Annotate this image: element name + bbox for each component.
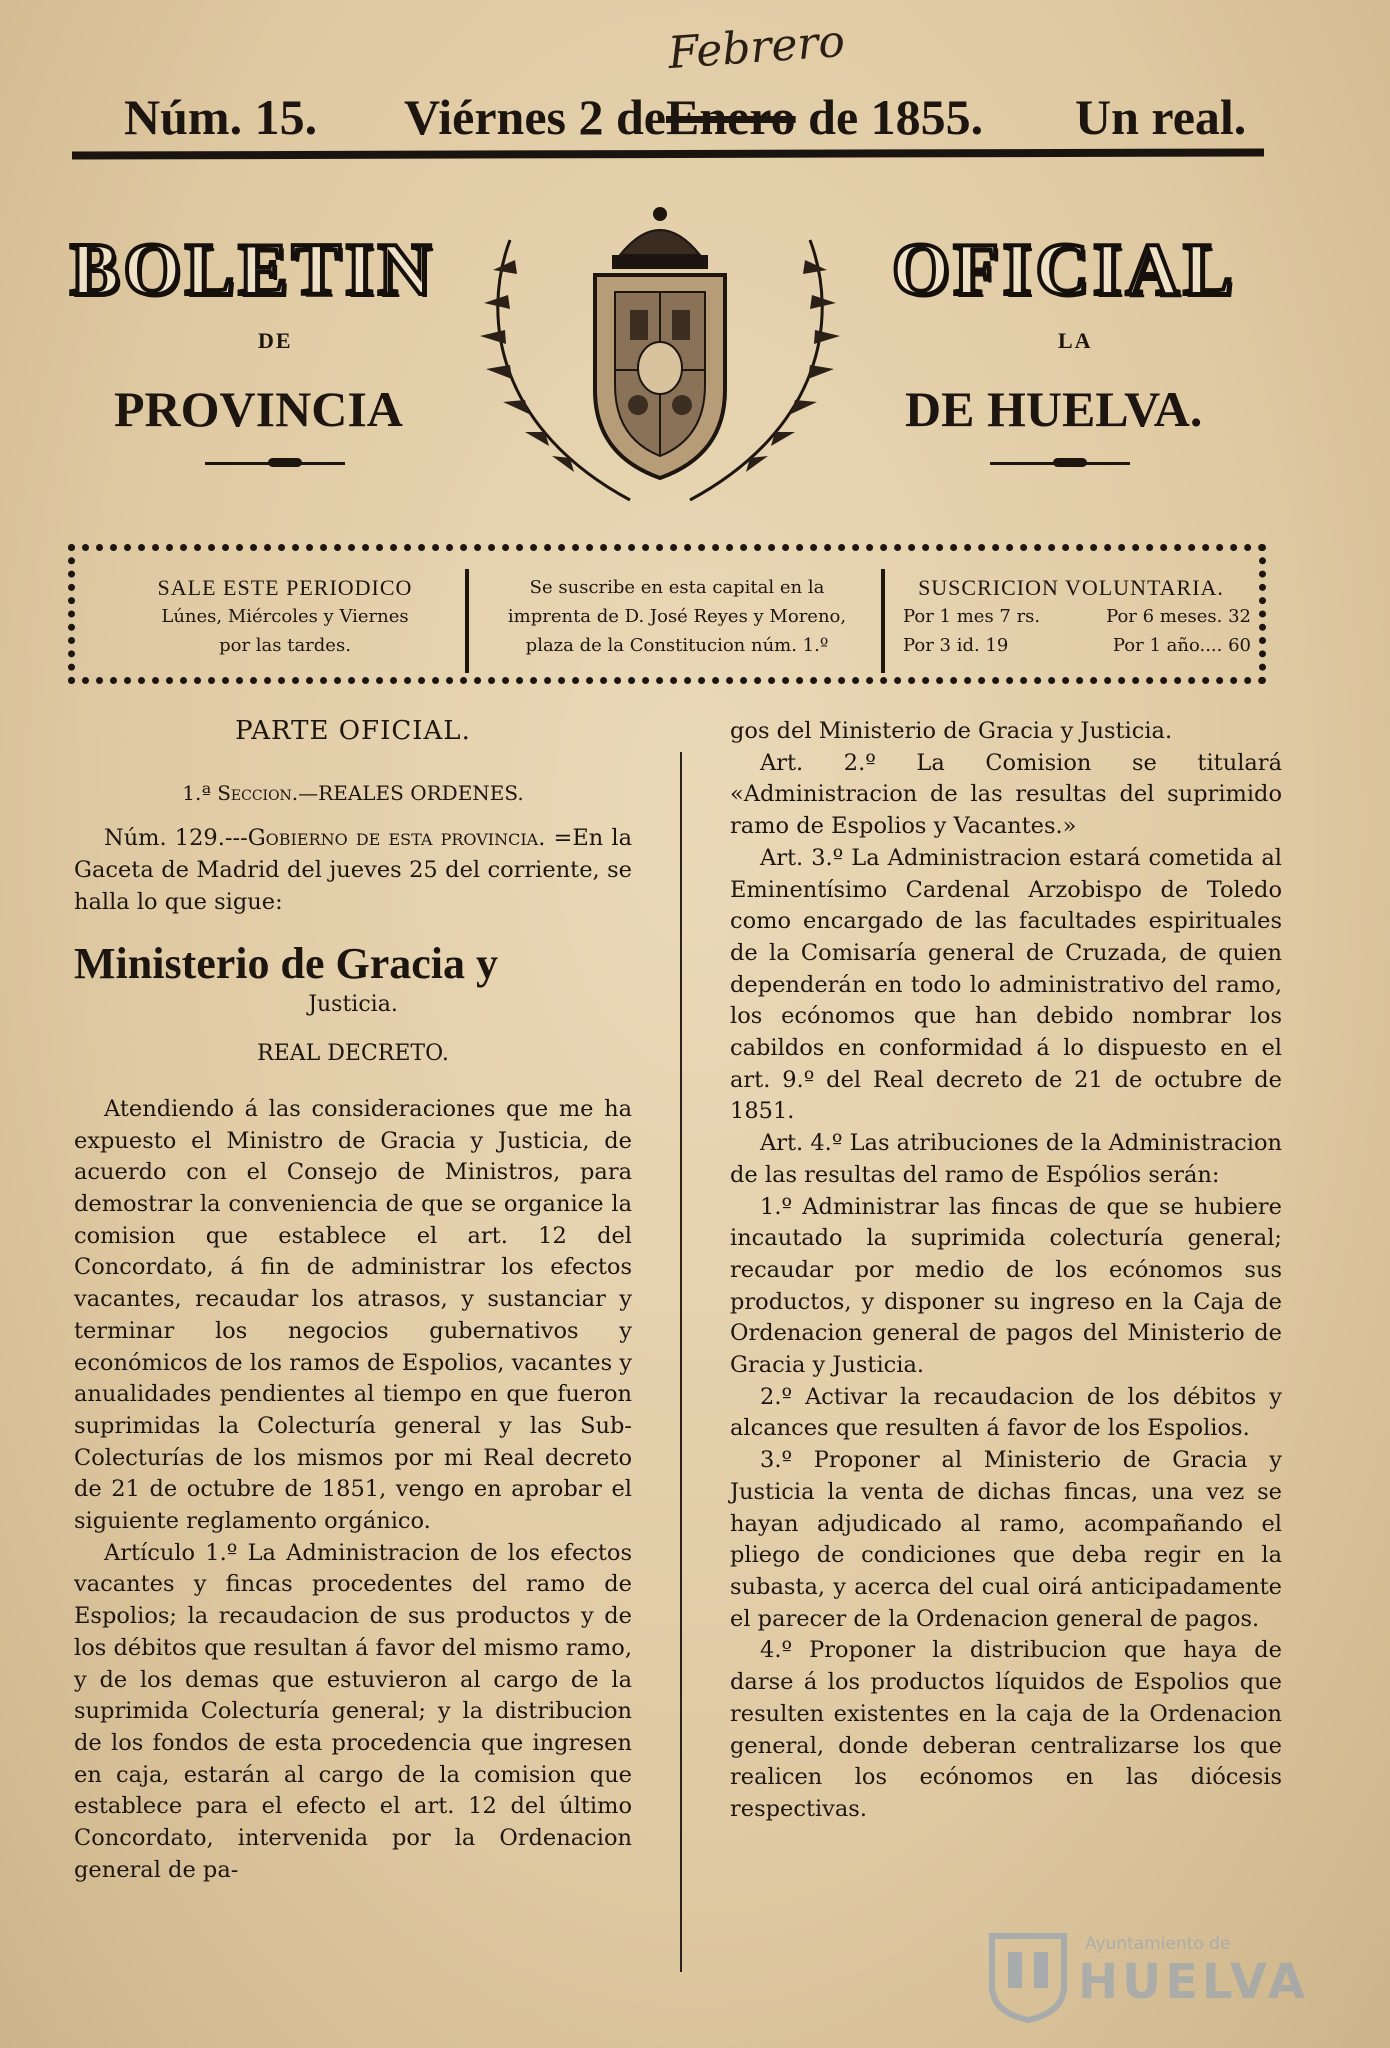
subsection-label: Seccion. xyxy=(217,780,299,805)
location-line: plaza de la Constitucion núm. 1.º xyxy=(525,635,829,656)
rate-item: Por 1 año.... 60 xyxy=(1112,635,1251,656)
city-shield-icon xyxy=(984,1928,1072,2024)
title-oficial: OFICIAL xyxy=(892,229,1237,311)
subsection-title xyxy=(74,778,632,810)
article-4-item-2 xyxy=(730,1382,1282,1445)
item-text: Administrar las fincas de que se hubiere incautado la suprimida colecturía general; recaudar por medio de los ecónomos sus productos, y disponer su ingreso en la Caja de Ordenacion general de pagos del Ministerio de Gracia y Justicia. xyxy=(730,1193,1282,1379)
issue-date xyxy=(404,88,983,146)
article-label: Art. 2.º xyxy=(760,749,876,776)
article-text: La Administracion de los efectos vacantes y fincas procedentes del ramo de Espolios; la recaudacion de sus productos y de los débitos que resultan á favor del mismo ramo, y de los demas que estuvieron al cargo de la suprimida Colecturía general; y la distribucion de los fondos de esta procedencia que ingresen en caja, estarán al cargo de la comision que establece para el efecto el art. 12 del último Concordato, intervenida por la Ordenacion general de pa- xyxy=(74,1539,633,1883)
item-text: Proponer al Ministerio de Gracia y Justicia la venta de dichas fincas, una vez se hayan adjudicado al ramo, acompañando el pliego de condiciones que deba regir en la subasta, y acerca del cual oirá anticipadamente el parecer de la Ordenacion general de pagos. xyxy=(730,1447,1282,1632)
schedule-days: Lúnes, Miércoles y Viernes xyxy=(161,606,409,627)
location-line: imprenta de D. José Reyes y Moreno, xyxy=(507,606,847,627)
rate-item: Por 3 id. 19 xyxy=(903,635,1009,656)
archive-watermark xyxy=(980,1928,1330,2028)
title-boletin: BOLETIN xyxy=(70,229,436,311)
header-rule xyxy=(72,148,1264,159)
title-de-huelva: DE HUELVA. xyxy=(905,381,1203,437)
notice-number: Núm. 129.--- xyxy=(104,825,248,852)
decree-title: REAL DECRETO. xyxy=(257,1041,449,1067)
article-4-item-1 xyxy=(730,1192,1282,1382)
subscription-box xyxy=(68,544,1266,684)
article-2 xyxy=(730,748,1282,843)
subscription-rates xyxy=(881,573,1261,660)
article-3 xyxy=(730,843,1282,1128)
rates-row xyxy=(881,631,1261,660)
article-text: Las atribuciones de la Administracion de las resultas del ramo de Espólios serán: xyxy=(730,1130,1282,1188)
issue-price: Un real. xyxy=(1075,89,1247,145)
article-4-item-3 xyxy=(730,1445,1282,1635)
issue-line xyxy=(120,88,1270,148)
item-label: 1.º xyxy=(760,1193,793,1220)
notice-paragraph xyxy=(74,823,632,918)
subsection-number: 1.ª xyxy=(182,780,211,805)
location-line: Se suscribe en esta capital en la xyxy=(529,577,825,598)
notice-authority: Gobierno de esta provincia. xyxy=(247,825,546,852)
rate-item: Por 1 mes 7 rs. xyxy=(903,606,1041,627)
issue-number: Núm. 15. xyxy=(124,89,318,145)
handwritten-date-correction: Febrero xyxy=(666,15,847,80)
right-column xyxy=(730,716,1282,1826)
box-divider xyxy=(465,569,469,673)
continuation-line: gos del Ministerio de Gracia y Justicia. xyxy=(730,718,1173,744)
schedule-heading: SALE ESTE PERIODICO xyxy=(157,575,413,600)
date-suffix: de 1855. xyxy=(808,89,984,145)
watermark-caption: Ayuntamiento de xyxy=(1085,1934,1231,1954)
article-label: Art. 3.º xyxy=(760,844,844,871)
rates-row xyxy=(881,602,1261,631)
subscription-location xyxy=(477,573,877,660)
publication-schedule xyxy=(105,573,465,660)
title-de: DE xyxy=(258,328,293,353)
title-provincia: PROVINCIA xyxy=(114,381,403,437)
article-label: Art. 4.º xyxy=(760,1130,843,1157)
item-text: Proponer la distribucion que haya de darse á los productos líquidos de Espolios que resulten existentes en la caja de la Ordenacion general, donde deberan centralizarse los que realicen los ecónomos en las diócesis respectivas. xyxy=(730,1637,1282,1822)
ornament-left xyxy=(205,462,345,465)
schedule-time: por las tardes. xyxy=(219,635,351,656)
ministry-heading: Ministerio de Gracia y xyxy=(74,938,499,988)
item-label: 4.º xyxy=(760,1637,793,1664)
rate-item: Por 6 meses. 32 xyxy=(1106,606,1251,627)
watermark-title: HUELVA xyxy=(1078,1954,1309,2010)
article-4-item-4 xyxy=(730,1635,1282,1825)
column-divider xyxy=(680,752,682,1972)
rates-heading: SUSCRICION VOLUNTARIA. xyxy=(918,575,1224,600)
subsection-heading: —REALES ORDENES. xyxy=(298,780,524,805)
date-struck-month: Enero xyxy=(666,89,796,145)
item-text: Activar la recaudacion de los débitos y alcances que resulten á favor de los Espolios. xyxy=(730,1383,1282,1442)
date-prefix: Viérnes 2 de xyxy=(404,89,666,145)
article-text: La Administracion estará cometida al Eminentísimo Cardenal Arzobispo de Toledo como encargado de las facultades espirituales de la Comisaría general de Cruzada, de quien dependerán en todo lo administrativo del ramo, los ecónomos que han debido nombrar los cabildos en conformidad á lo dispuesto en el art. 9.º del Real decreto de 21 de octubre de 1851. xyxy=(730,844,1282,1125)
section-title: PARTE OFICIAL. xyxy=(235,716,471,746)
ornament-right xyxy=(990,462,1130,465)
article-4 xyxy=(730,1128,1282,1191)
article-1 xyxy=(74,1538,632,1887)
notice-text: =En la Gaceta de Madrid del jueves 25 del corriente, se halla lo que sigue: xyxy=(74,825,632,915)
left-column xyxy=(74,716,632,1887)
item-label: 2.º xyxy=(760,1383,793,1410)
article-text: La Comision se titulará «Administracion de las resultas del suprimido ramo de Espolios y Vacantes.» xyxy=(730,749,1282,840)
royal-coat-of-arms-icon xyxy=(470,200,850,510)
decree-preamble: Atendiendo á las consideraciones que me ha expuesto el Ministro de Gracia y Justicia, de acuerdo con el Consejo de Ministros, para demostrar la conveniencia de que se organice la comision que establece el art. 12 del Concordato, á fin de administrar los efectos vacantes, recaudar los atrasos, y sustanciar y terminar los negocios gubernativos y económicos de los ramos de Espolios, vacantes y anualidades pendientes al tiempo en que fueron suprimidas la Colecturía general y las Sub-Colecturías de los mismos por mi Real decreto de 21 de octubre de 1851, vengo en aprobar el siguiente reglamento orgánico. xyxy=(74,1095,632,1535)
article-label: Artículo 1.º xyxy=(104,1539,238,1566)
title-la: LA xyxy=(1058,328,1093,353)
item-label: 3.º xyxy=(760,1447,793,1474)
ministry-heading-cont: Justicia. xyxy=(308,991,398,1017)
